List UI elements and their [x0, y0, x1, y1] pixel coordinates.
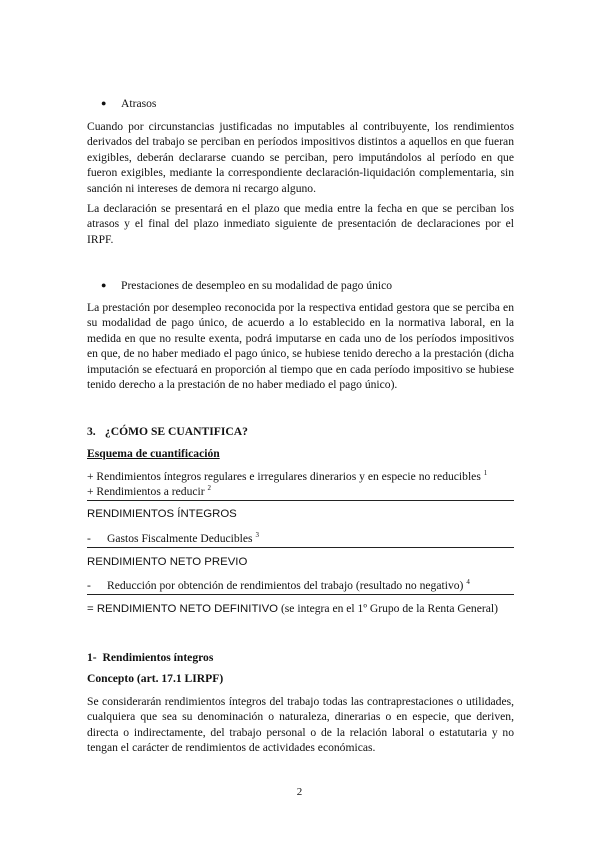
bullet-icon: ●	[101, 280, 107, 290]
section-number: 3.	[87, 425, 96, 438]
concepto-heading: Concepto (art. 17.1 LIRPF)	[87, 672, 224, 685]
subsection-number: 1-	[87, 651, 97, 664]
dash-marker: -	[87, 579, 91, 592]
bullet-icon: ●	[101, 98, 107, 108]
section-title: ¿CÓMO SE CUANTIFICA?	[104, 425, 248, 438]
subsection-heading	[87, 651, 213, 664]
scheme-total-neto-previo: RENDIMIENTO NETO PREVIO	[87, 556, 248, 568]
scheme-line-regular	[87, 469, 514, 483]
paragraph-declaracion: La declaración se presentará en el plazo que media entre la fecha en que se perciban los atrasos y el final del plazo inmediato siguiente de presentación de declaraciones por el IRPF.	[87, 202, 514, 246]
divider	[87, 547, 514, 548]
paragraph-concepto: Se considerarán rendimientos íntegros del trabajo todas las contraprestaciones o utilidades, cualquiera que sea su denominación o naturaleza, dinerarias o en especie, que deriven, directa o indirectamente, del trabajo personal o de la relación laboral o estatutaria y no tengan el carácter de rendimientos de actividades económicas.	[87, 695, 514, 755]
bullet-label: Prestaciones de desempleo en su modalidad de pago único	[121, 279, 393, 292]
scheme-total-caps: = RENDIMIENTO NETO DEFINITIVO	[87, 603, 279, 615]
page-number: 2	[296, 786, 303, 798]
bullet-atrasos	[101, 96, 156, 111]
scheme-line-text: + Rendimientos íntegros regulares e irregulares dinerarios y en especie no reducibles	[87, 470, 481, 483]
scheme-line-reducir	[87, 484, 514, 498]
scheme-total-integros: RENDIMIENTOS ÍNTEGROS	[87, 508, 237, 520]
divider	[87, 500, 514, 501]
scheme-total-note: (se integra en el 1º Grupo de la Renta General)	[280, 602, 498, 615]
paragraph-atrasos: Cuando por circunstancias justificadas no imputables al contribuyente, los rendimientos derivados del trabajo se perciban en períodos impositivos distintos a aquellos en que fueran exigibles, deberán declararse cuando se perciban, pero imputándolos al período en que fueron exigibles, mediante la correspondiente declaración-liquidación complementaria, sin sanción ni intereses de demora ni recargo alguno.	[87, 120, 514, 195]
footnote-ref: 1	[483, 469, 488, 477]
bullet-label: Atrasos	[121, 97, 157, 110]
scheme-line-text: Reducción por obtención de rendimientos del trabajo (resultado no negativo)	[107, 579, 464, 592]
divider	[87, 594, 514, 595]
bullet-prestaciones	[101, 278, 392, 293]
scheme-line-gastos	[87, 531, 514, 545]
paragraph-prestacion: La prestación por desempleo reconocida por la respectiva entidad gestora que se perciba en su modalidad de pago único, de acuerdo a lo establecido en la normativa laboral, en la medida en que no resulte exenta, podrá imputarse en cada uno de los períodos impositivos en que, de no haber mediado el pago único, se hubiese tenido derecho a la prestación (dicha imputación se efectuará en proporción al tiempo que en cada período impositivo se hubiese tenido derecho a la prestación de no haber mediado el pago único).	[87, 301, 514, 392]
footnote-ref: 3	[255, 531, 259, 539]
scheme-title: Esquema de cuantificación	[87, 447, 220, 460]
subsection-title: Rendimientos íntegros	[102, 651, 214, 664]
dash-marker: -	[87, 532, 91, 545]
scheme-line-text: Gastos Fiscalmente Deducibles	[107, 532, 253, 545]
scheme-total-neto-definitivo	[87, 602, 514, 615]
scheme-line-reduccion	[87, 578, 514, 592]
section-heading	[87, 425, 248, 438]
scheme-line-text: + Rendimientos a reducir	[87, 485, 205, 498]
footnote-ref: 4	[466, 578, 470, 586]
footnote-ref: 2	[207, 484, 212, 492]
